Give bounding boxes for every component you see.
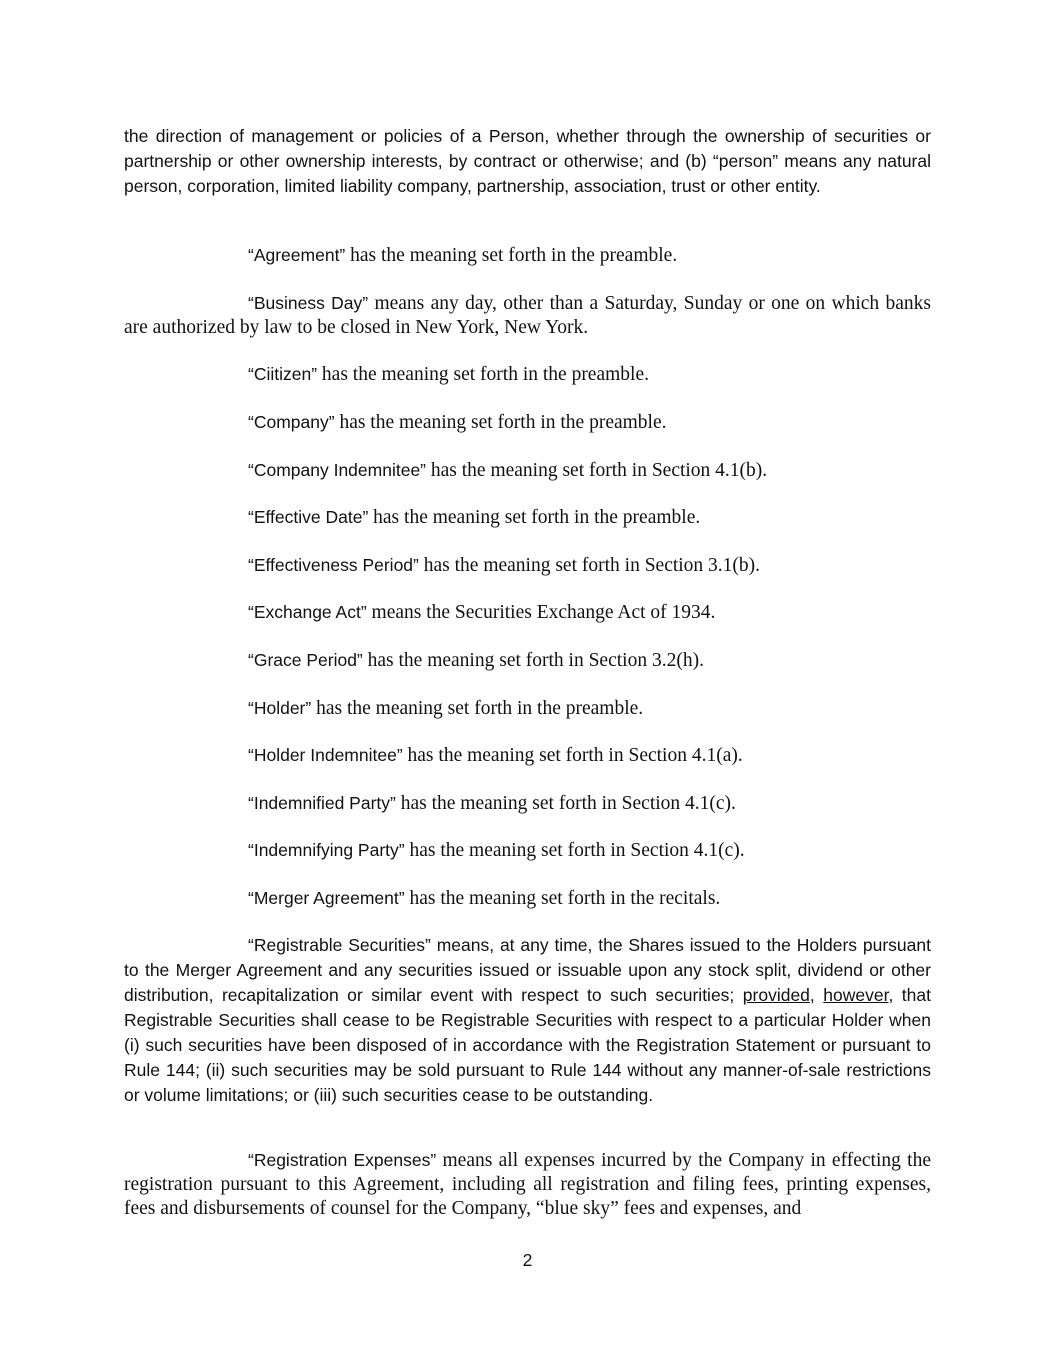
definition-text: has the meaning set forth in Section 4.1(a). — [402, 745, 743, 766]
definition-text: has the meaning set forth in Section 4.1(c). — [395, 793, 736, 814]
definition-text: has the meaning set forth in Section 3.1(b). — [418, 555, 761, 576]
definition-holder-indemnitee — [124, 743, 931, 768]
definition-registrable-securities — [124, 933, 931, 1108]
definition-term: “Indemnifying Party” — [248, 840, 405, 860]
definition-indemnified-party — [124, 791, 931, 816]
definition-effective-date — [124, 505, 931, 530]
page-number: 2 — [522, 1250, 533, 1270]
definition-grace-period — [124, 648, 931, 673]
definition-agreement — [124, 243, 931, 268]
definition-company-indemnitee — [124, 458, 931, 483]
definition-text: has the meaning set forth in Section 3.2(h). — [362, 650, 704, 671]
definition-term: “Effectiveness Period” — [248, 555, 419, 575]
comma: , — [809, 985, 824, 1005]
definition-text: means the Securities Exchange Act of 1934. — [366, 602, 716, 623]
definition-term: “Registration Expenses” — [248, 1150, 437, 1170]
definition-effectiveness-period — [124, 553, 931, 578]
definition-term: “Company Indemnitee” — [248, 460, 426, 480]
definition-term: “Holder” — [248, 698, 312, 718]
definition-ciitizen — [124, 362, 931, 387]
definition-text: means any day, other than a Saturday, Sunday or one on which banks are authorized by law to be closed in New York, New York. — [124, 293, 931, 338]
definition-merger-agreement — [124, 886, 931, 911]
definition-text: means all expenses incurred by the Company in effecting the registration pursuant to this Agreement, including all registration and filing fees, printing expenses, fees and disbursements of counsel for the Company, “blue sky” fees and expenses, and — [124, 1150, 931, 1219]
definition-term: “Agreement” — [248, 245, 346, 265]
definition-term: “Indemnified Party” — [248, 793, 396, 813]
definition-text: has the meaning set forth in the preamble. — [311, 698, 644, 719]
definition-company — [124, 410, 931, 435]
provided-underlined: provided — [742, 985, 810, 1005]
definition-term: “Ciitizen” — [248, 364, 318, 384]
definition-text: has the meaning set forth in Section 4.1(c). — [404, 840, 745, 861]
definition-exchange-act — [124, 600, 931, 625]
definition-term: “Effective Date” — [248, 507, 369, 527]
definition-text: has the meaning set forth in Section 4.1(b). — [426, 460, 768, 481]
however-underlined: however — [823, 985, 889, 1005]
definition-business-day — [124, 291, 931, 340]
definition-text: has the meaning set forth in the preamble. — [345, 245, 678, 266]
definition-text: means, at any time, the Shares issued to the Holders pursuant to the Merger Agreement and any securities issued or issuable upon any stock split, dividend or other distribution, recapitalization or similar event with respect to such securities; — [124, 935, 931, 1005]
definition-text: has the meaning set forth in the preamble. — [317, 364, 649, 385]
definition-term: “Grace Period” — [248, 650, 363, 670]
opening-paragraph-text: the direction of management or policies of a Person, whether through the ownership of securities or partnership or other ownership interests, by contract or otherwise; and (b) “person” means any natural person, corporation, limited liability company, partnership, association, trust or other entity. — [124, 126, 931, 196]
definition-registration-expenses — [124, 1148, 931, 1221]
definition-term: “Business Day” — [248, 293, 369, 313]
definition-term: “Merger Agreement” — [248, 888, 405, 908]
definition-term: “Exchange Act” — [248, 602, 367, 622]
definition-indemnifying-party — [124, 838, 931, 863]
definition-term: “Registrable Securities” — [248, 935, 431, 955]
definition-text-continued: , that Registrable Securities shall cease to be Registrable Securities with respect to a particular Holder when (i) such securities have been disposed of in accordance with the Registration Statement or pursuant to Rule 144; (ii) such securities may be sold pursuant to Rule 144 without any manner-of-sale restrictions or volume limitations; or (iii) such securities cease to be outstanding. — [124, 985, 931, 1105]
definition-text: has the meaning set forth in the preamble. — [368, 507, 701, 528]
definition-term: “Holder Indemnitee” — [248, 745, 403, 765]
definition-term: “Company” — [248, 412, 335, 432]
opening-paragraph — [124, 124, 931, 199]
definition-holder — [124, 696, 931, 721]
definition-text: has the meaning set forth in the preamble. — [334, 412, 667, 433]
definition-text: has the meaning set forth in the recitals. — [404, 888, 721, 909]
